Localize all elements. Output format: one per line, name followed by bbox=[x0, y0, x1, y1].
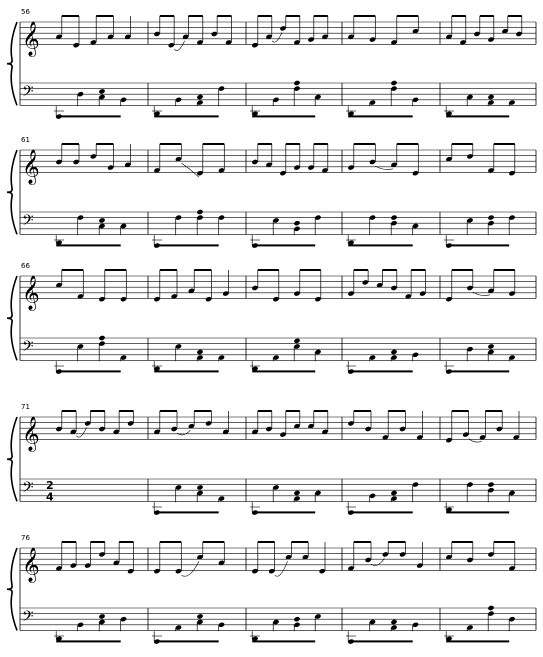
treble-clef-icon: 𝄞 bbox=[22, 547, 40, 583]
treble-clef-icon: 𝄞 bbox=[22, 21, 40, 57]
beam bbox=[96, 143, 113, 145]
treble-measure bbox=[251, 15, 328, 48]
tie bbox=[272, 32, 282, 42]
beam bbox=[252, 511, 315, 513]
treble-staff bbox=[20, 149, 536, 185]
beam bbox=[62, 143, 79, 145]
beam bbox=[354, 541, 371, 543]
beam bbox=[348, 244, 413, 246]
treble-measure bbox=[347, 410, 423, 440]
beam bbox=[348, 640, 413, 642]
beam bbox=[154, 511, 219, 513]
note-head bbox=[487, 343, 494, 349]
beam bbox=[382, 269, 396, 271]
bass-measure bbox=[152, 86, 225, 118]
beam bbox=[348, 370, 413, 372]
beam bbox=[314, 143, 328, 145]
bass-measure bbox=[250, 484, 322, 515]
note-head bbox=[98, 335, 105, 341]
note-head bbox=[98, 88, 105, 94]
bass-measure bbox=[54, 215, 127, 247]
bass-clef-icon: 𝄢 bbox=[22, 212, 34, 234]
beam bbox=[452, 269, 473, 271]
note-head bbox=[487, 94, 494, 100]
beam bbox=[258, 143, 272, 145]
beam bbox=[252, 115, 315, 117]
treble-measure bbox=[153, 541, 225, 576]
measure-number: 66 bbox=[21, 262, 30, 270]
bass-measure bbox=[54, 613, 127, 642]
bass-staff bbox=[20, 83, 536, 105]
beam bbox=[354, 410, 371, 412]
beam bbox=[119, 541, 133, 543]
time-signature-top: 2 bbox=[46, 479, 54, 493]
beam bbox=[446, 511, 509, 513]
beam bbox=[56, 115, 121, 117]
tie bbox=[182, 163, 200, 177]
measure-number: 76 bbox=[21, 534, 30, 542]
bass-measure bbox=[152, 613, 225, 644]
treble-measure bbox=[347, 143, 419, 176]
beam bbox=[452, 15, 466, 17]
beam bbox=[348, 511, 413, 513]
brace-icon bbox=[7, 276, 17, 360]
beam bbox=[160, 269, 177, 271]
bass-measure bbox=[250, 80, 322, 117]
bass-measure bbox=[346, 80, 419, 117]
note-head bbox=[293, 220, 300, 226]
tie bbox=[76, 427, 86, 437]
treble-measure bbox=[347, 269, 426, 299]
beam bbox=[217, 15, 231, 17]
bass-staff bbox=[20, 479, 536, 504]
treble-measure bbox=[55, 541, 134, 574]
beam bbox=[258, 541, 275, 543]
tie bbox=[275, 561, 288, 576]
note-head bbox=[196, 349, 203, 355]
brace-icon bbox=[7, 548, 17, 630]
beam bbox=[96, 15, 113, 17]
treble-measure bbox=[445, 541, 515, 571]
beam bbox=[354, 269, 368, 271]
treble-measure bbox=[153, 269, 229, 302]
bass-measure bbox=[444, 215, 516, 249]
beam bbox=[452, 541, 473, 543]
bass-clef-icon: 𝄢 bbox=[22, 338, 34, 360]
system-3 bbox=[7, 262, 536, 375]
treble-staff bbox=[20, 416, 536, 452]
beam bbox=[160, 410, 177, 412]
note-head bbox=[390, 80, 397, 86]
brace-icon bbox=[7, 417, 17, 501]
beam bbox=[291, 541, 308, 543]
bass-measure bbox=[152, 484, 225, 515]
treble-measure bbox=[445, 15, 522, 45]
beam bbox=[388, 541, 405, 543]
bass-measure bbox=[250, 215, 322, 249]
note-head bbox=[293, 80, 300, 86]
beam bbox=[105, 269, 127, 271]
beam bbox=[300, 269, 321, 271]
treble-measure bbox=[251, 269, 321, 302]
note-head bbox=[196, 484, 203, 490]
note-head bbox=[487, 605, 494, 611]
beam bbox=[508, 15, 522, 17]
note-head bbox=[98, 217, 105, 223]
beam bbox=[258, 15, 272, 17]
tie bbox=[177, 430, 190, 435]
beam bbox=[252, 244, 315, 246]
beam bbox=[62, 15, 79, 17]
beam bbox=[56, 640, 121, 642]
time-signature-bottom: 4 bbox=[46, 490, 54, 504]
note-head bbox=[196, 94, 203, 100]
beam bbox=[446, 115, 509, 117]
treble-measure bbox=[347, 15, 419, 45]
measure-number: 71 bbox=[21, 403, 30, 411]
bass-measure bbox=[444, 482, 516, 514]
beam bbox=[90, 541, 104, 543]
treble-measure bbox=[55, 410, 134, 437]
measure-number: 56 bbox=[21, 8, 30, 16]
beam bbox=[188, 15, 202, 17]
bass-clef-icon: 𝄢 bbox=[22, 608, 34, 630]
tie bbox=[174, 41, 184, 51]
treble-measure bbox=[153, 143, 225, 177]
beam bbox=[258, 410, 272, 412]
beam bbox=[203, 541, 225, 543]
treble-staff bbox=[20, 547, 536, 583]
beam bbox=[62, 410, 76, 412]
beam bbox=[252, 640, 315, 642]
treble-measure bbox=[153, 15, 232, 51]
beam bbox=[194, 410, 211, 412]
brace-icon bbox=[7, 150, 17, 234]
beam bbox=[452, 410, 469, 412]
note-head bbox=[390, 619, 397, 625]
beam bbox=[62, 269, 84, 271]
bass-measure bbox=[346, 215, 419, 247]
beam bbox=[56, 370, 121, 372]
beam bbox=[348, 115, 413, 117]
beam bbox=[397, 15, 419, 17]
beam bbox=[119, 410, 133, 412]
beam bbox=[258, 269, 279, 271]
treble-measure bbox=[55, 269, 127, 302]
bass-measure bbox=[444, 343, 516, 374]
beam bbox=[446, 244, 509, 246]
note-head bbox=[487, 482, 494, 488]
beam bbox=[286, 410, 300, 412]
treble-measure bbox=[445, 269, 515, 302]
tie bbox=[182, 561, 200, 576]
bass-measure bbox=[346, 482, 419, 516]
bass-measure bbox=[152, 343, 225, 372]
beam bbox=[154, 640, 219, 642]
treble-staff bbox=[20, 275, 536, 311]
beam bbox=[485, 410, 502, 412]
note-head bbox=[98, 613, 105, 619]
brace-icon bbox=[7, 22, 17, 105]
beam bbox=[160, 541, 182, 543]
beam bbox=[154, 370, 219, 372]
beam bbox=[494, 269, 515, 271]
note-head bbox=[293, 338, 300, 344]
beam bbox=[56, 244, 121, 246]
note-head bbox=[293, 616, 300, 622]
beam bbox=[388, 410, 405, 412]
beam bbox=[494, 143, 515, 145]
note-head bbox=[293, 490, 300, 496]
treble-clef-icon: 𝄞 bbox=[22, 275, 40, 311]
beam bbox=[194, 269, 211, 271]
treble-measure bbox=[445, 410, 519, 443]
bass-staff bbox=[20, 608, 536, 630]
treble-measure bbox=[445, 143, 515, 176]
treble-clef-icon: 𝄞 bbox=[22, 416, 40, 452]
note-head bbox=[390, 349, 397, 355]
bass-measure bbox=[54, 88, 127, 119]
beam bbox=[286, 15, 300, 17]
bass-measure bbox=[346, 349, 419, 375]
beam bbox=[90, 410, 104, 412]
bass-clef-icon: 𝄢 bbox=[22, 479, 34, 501]
treble-measure bbox=[347, 541, 423, 571]
system-4 bbox=[7, 403, 536, 516]
bass-clef-icon: 𝄢 bbox=[22, 83, 34, 105]
beam bbox=[160, 143, 182, 145]
beam bbox=[446, 370, 509, 372]
system-5 bbox=[7, 534, 536, 645]
note-head bbox=[196, 613, 203, 619]
beam bbox=[154, 244, 219, 246]
treble-clef-icon: 𝄞 bbox=[22, 149, 40, 185]
beam bbox=[286, 143, 300, 145]
note-head bbox=[390, 490, 397, 496]
note-head bbox=[487, 215, 494, 221]
beam bbox=[203, 143, 225, 145]
beam bbox=[480, 15, 494, 17]
beam bbox=[397, 143, 419, 145]
note-head bbox=[390, 215, 397, 221]
beam bbox=[452, 143, 473, 145]
treble-measure bbox=[55, 15, 131, 48]
beam bbox=[354, 143, 376, 145]
bass-measure bbox=[250, 613, 322, 642]
bass-measure bbox=[444, 605, 516, 642]
beam bbox=[411, 269, 425, 271]
treble-measure bbox=[251, 143, 328, 176]
bass-measure bbox=[346, 619, 419, 645]
beam bbox=[154, 115, 219, 117]
note-head bbox=[196, 209, 203, 215]
system-1 bbox=[7, 8, 536, 120]
beam bbox=[314, 15, 328, 17]
treble-measure bbox=[251, 541, 325, 576]
beam bbox=[62, 541, 76, 543]
beam bbox=[494, 541, 515, 543]
beam bbox=[160, 15, 174, 17]
beam bbox=[314, 410, 328, 412]
beam bbox=[446, 640, 509, 642]
bass-measure bbox=[46, 479, 54, 503]
bass-staff bbox=[20, 212, 536, 234]
system-2 bbox=[7, 136, 536, 249]
beam bbox=[354, 15, 376, 17]
measure-number: 61 bbox=[21, 136, 30, 144]
beam bbox=[252, 370, 315, 372]
